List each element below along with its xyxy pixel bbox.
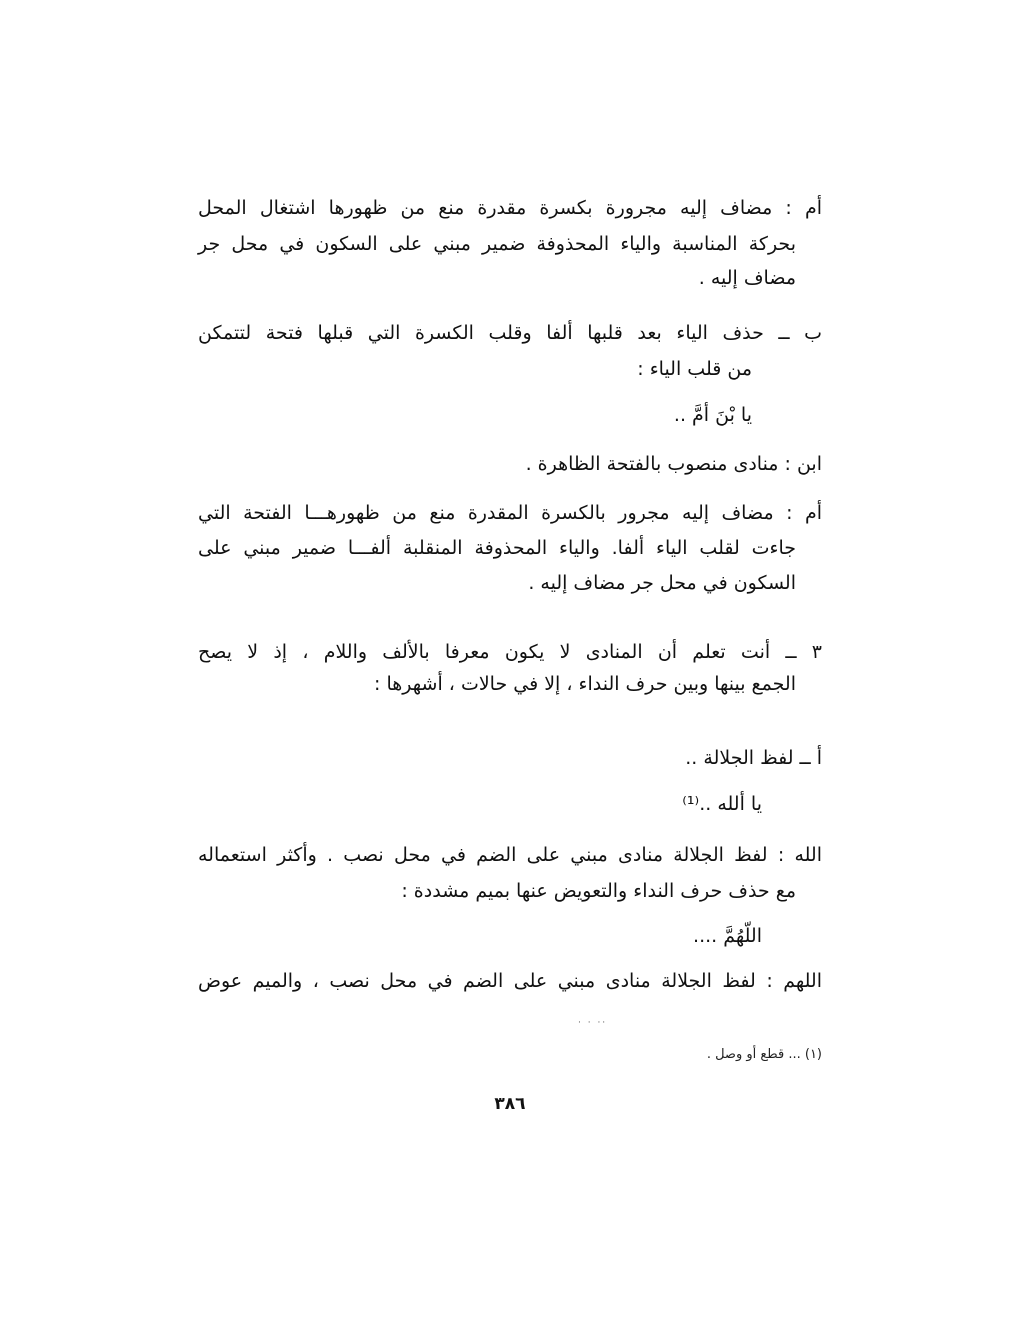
footnote: (١) ... قطع أو وصل . (706, 1047, 822, 1062)
paragraph-line: أم : مضاف إليه مجرورة بكسرة مقدرة منع من ظهورها اشتغال المحل (198, 197, 822, 219)
example-line: اللّهُمَّ .... (693, 925, 762, 947)
example-line: يا بْنَ أمَّ .. (673, 404, 752, 426)
paragraph-line: أم : مضاف إليه مجرور بالكسرة المقدرة منع من ظهورهـــا الفتحة التي (198, 502, 822, 524)
paragraph-line: ٣ ــ أنت تعلم أن المنادى لا يكون معرفا بالألف واللام ، إذ لا يصح (198, 641, 822, 663)
paragraph-line: اللهم : لفظ الجلالة منادى مبني على الضم في محل نصب ، والميم عوض (198, 970, 822, 992)
paragraph-line: بحركة المناسبة والياء المحذوفة ضمير مبني على السكون في محل جر (198, 233, 796, 255)
paragraph-line: ب ــ حذف الياء بعد قلبها ألفا وقلب الكسرة التي قبلها فتحة لتتمكن (198, 322, 822, 344)
paragraph-line: الله : لفظ الجلالة منادى مبني على الضم في محل نصب . وأكثر استعماله (198, 844, 822, 866)
paragraph-line: ابن : منادى منصوب بالفتحة الظاهرة . (525, 453, 822, 475)
paragraph-line: الجمع بينها وبين حرف النداء ، إلا في حالات ، أشهرها : (374, 673, 796, 695)
example-line: يا ألله ..⁽¹⁾ (682, 793, 762, 815)
paragraph-line: جاءت لقلب الياء ألفا. والياء المحذوفة المنقلبة ألفـــا ضمير مبني على (198, 537, 796, 559)
paragraph-line: السكون في محل جر مضاف إليه . (528, 572, 796, 594)
section-heading: أ ــ لفظ الجلالة .. (685, 747, 822, 769)
page-number: ٣٨٦ (494, 1094, 526, 1114)
footnote-separator: · · ·· (578, 1018, 608, 1028)
paragraph-line: مع حذف حرف النداء والتعويض عنها بميم مشددة : (401, 880, 796, 902)
paragraph-line: مضاف إليه . (698, 267, 796, 289)
paragraph-line: من قلب الياء : (637, 358, 752, 380)
